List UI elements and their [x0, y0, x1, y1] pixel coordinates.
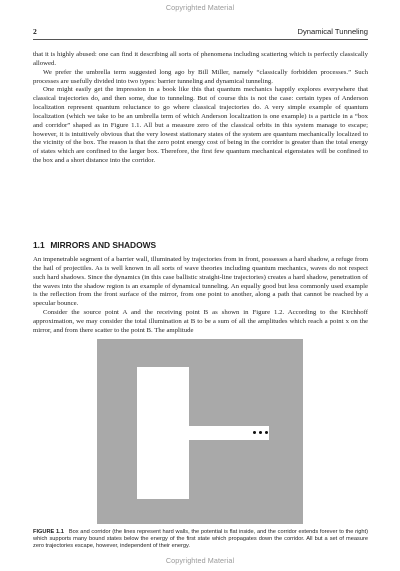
watermark-top: Copyrighted Material [165, 3, 235, 12]
box-region [137, 367, 189, 499]
watermark-bottom: Copyrighted Material [165, 556, 235, 565]
caption-text: Box and corridor (the lines represent hard walls, the potential is flat inside, and the corridor extends forever to the right) which supports many bound states below the energy of the first state which propagates down the corridor. All but a set of measure zero trajectories escape, however, independent of their energy. [33, 529, 369, 550]
running-head: Dynamical Tunneling [297, 27, 368, 36]
section-heading [33, 240, 368, 250]
continuation-dots-icon [253, 431, 275, 435]
intro-text [33, 51, 368, 166]
page-number: 2 [33, 27, 37, 36]
section-text [33, 256, 368, 336]
paragraph: Consider the source point A and the receiving point B as shown in Figure 1.2. According to the Kirchhoff approximation, we may consider the total illumination at B to be a sum of all the amplitudes which reach a point x on the mirror, and from there scatter to the point B. The amplitude [33, 309, 368, 334]
paragraph: We prefer the umbrella term suggested long ago by Bill Miller, namely “classically forbidden processes.” Such processes are usefully divided into two types: barrier tunneling and dynamical tunneling. [33, 68, 368, 85]
box-and-corridor-figure [97, 339, 303, 524]
figure-caption [33, 529, 368, 551]
paragraph: that it is highly abused: one can find it describing all sorts of phenomena including scattering which is perfectly classically allowed. [33, 51, 368, 67]
paragraph: An impenetrable segment of a barrier wall, illuminated by trajectories from in front, possesses a hard shadow, a refuge from the hail of projectiles. As is well known in all sorts of wave theories including quantum mechanics, waves do not respect such hard shadows. Since the dynamics (in this case ballistic straight-line trajectories) creates a hard shadow, penetration of the waves into the shadow region is an example of dynamical tunneling. An equally good but less commonly used example is the reflection from the front surface of the mirror, from one point to another, along a path that cannot be reached by a specular bounce. [33, 256, 368, 308]
header-rule [33, 39, 368, 40]
section-number: 1.1 [33, 240, 45, 250]
page-header [33, 27, 368, 37]
figure-label: FIGURE 1.1 [33, 529, 64, 535]
section-title: MIRRORS AND SHADOWS [50, 240, 157, 250]
paragraph: One might easily get the impression in a book like this that quantum mechanics happily explores everywhere that classical trajectories do, and then some, due to tunneling. But of course this is not the case: certain types of Anderson localization represent quantum reluctance to go where classical trajectories do. A very simple example of quantum localization (which we take to be an umbrella term of which Anderson localization is one example) is a particle in a “box and corridor” shaped as in Figure 1.1. All but a measure zero of the classical orbits in this system manage to escape; however, it is intuitively obvious that the very lowest stationary states of the system are quantum mechanically localized to the vicinity of the box. The reason is that the zero point energy cost of being in the corridor is greater than the total energy of states which are confined to the larger box. Therefore, the first few quantum mechanical eigenstates will be confined to the box and a short distance into the corridor. [33, 86, 368, 165]
